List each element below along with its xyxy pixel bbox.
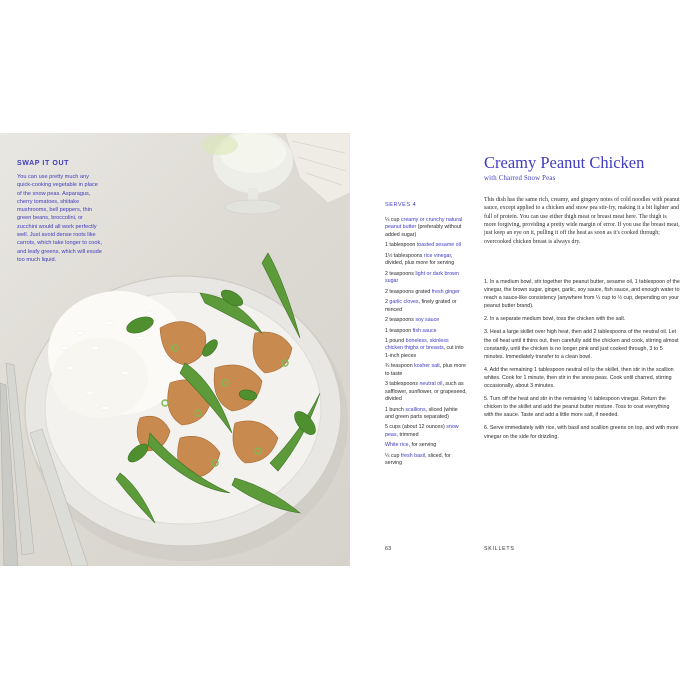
sidebar-body: You can use pretty much any quick-cooking vegetable in place of the snow peas. Asparagus, cherry tomatoes, shiitake mushrooms, bell peppers, thin green beans, broccolini, or zucchini would all work perfectly well. Just avoid dense roots like carrots, which take longer to cook, and leafy greens, which will exude too much liquid. xyxy=(17,174,102,263)
ingredient-name: soy sauce xyxy=(415,317,440,324)
ingredient-note: (preferably without added sugar) xyxy=(385,224,462,238)
ingredient-note: , such as safflower, sunflower, or grapeseed, divided xyxy=(385,381,467,403)
ingredient-note: , divided, plus more for serving xyxy=(385,252,455,267)
ingredient-note: , sliced, for serving xyxy=(385,452,451,467)
ingredient-name: kosher salt xyxy=(414,363,440,370)
ingredient-item xyxy=(385,253,467,268)
ingredient-name: light or dark brown sugar xyxy=(385,270,459,285)
method-step: 5. Turn off the heat and stir in the remaining ½ tablespoon vinegar. Return the chicken to the skillet and add the peanut butter mixture. Toss to coat everything with the sauce. Taste and add a little more salt, if needed. xyxy=(484,396,670,419)
ingredient-item xyxy=(385,407,467,422)
ingredient-note: , finely grated or minced xyxy=(385,299,457,313)
recipe-page xyxy=(350,133,700,566)
recipe-title: Creamy Peanut Chicken xyxy=(484,153,645,172)
ingredient-note: , trimmed xyxy=(396,431,419,438)
ingredient-quantity: 5 cups (about 12 ounces) xyxy=(385,424,447,431)
ingredient-item xyxy=(385,424,467,439)
ingredient-quantity: 1 tablespoon xyxy=(385,242,417,249)
ingredient-list xyxy=(385,217,467,471)
running-head: SKILLETS xyxy=(484,546,515,552)
method-step: 2. In a separate medium bowl, toss the chicken with the salt. xyxy=(484,316,626,323)
recipe-intro: This dish has the same rich, creamy, and gingery notes of cold noodles with peanut sauce, except applied to a chicken and snow pea stir-fry, making it a bit lighter and full of protein. You can use either thigh meat or breast meat here. The thigh is more forgiving, providing a pretty wide margin of error. If you use the breast meat, just keep an eye on it, pulling it off the heat as soon as it's cooked through; overcooked chicken breast is always dry. xyxy=(484,197,680,245)
page-number: 63 xyxy=(385,546,392,552)
ingredient-item xyxy=(385,328,467,335)
ingredient-name: boneless, skinless chicken thighs or breasts xyxy=(385,338,449,352)
ingredient-quantity: 2 teaspoons xyxy=(385,270,416,277)
ingredient-item xyxy=(385,381,467,403)
ingredient-quantity: 1 bunch xyxy=(385,406,406,413)
ingredient-note: , cut into 1-inch pieces xyxy=(385,345,464,359)
ingredient-quantity: 2 xyxy=(385,299,390,306)
ingredient-name: toasted sesame oil xyxy=(416,242,461,249)
ingredient-name: garlic cloves xyxy=(389,299,419,306)
recipe-subtitle: with Charred Snow Peas xyxy=(484,175,556,182)
ingredient-name: fish sauce xyxy=(412,327,437,334)
ingredient-quantity: 2 teaspoons xyxy=(385,317,416,324)
ingredient-item xyxy=(385,363,467,378)
ingredient-note: , plus more to taste xyxy=(385,363,466,377)
ingredient-name: creamy or crunchy natural peanut butter xyxy=(385,217,463,231)
ingredient-item xyxy=(385,442,467,449)
ingredient-quantity: ¼ cup xyxy=(385,217,401,223)
ingredient-item xyxy=(385,242,467,249)
method-step: 3. Heat a large skillet over high heat, then add 2 tablespoons of the neutral oil. Let the oil heat until it thins out, then carefully add the chicken and cook, stirring almost constantly, until the chicken is no longer pink and just cooked through, 3 to 5 minutes. Immediately transfer to a clean bowl. xyxy=(484,329,679,360)
method-step: 1. In a medium bowl, stir together the peanut butter, sesame oil, 1 tablespoon of the vinegar, the brown sugar, ginger, garlic, soy sauce, fish sauce, and enough water to reach a sauce-like consistency (anywhere from ¼ cup to ½ cup, depending on your peanut butter brand). xyxy=(484,279,680,310)
ingredient-name: White rice xyxy=(385,442,409,449)
ingredient-item xyxy=(385,289,467,296)
ingredient-name: fresh ginger xyxy=(431,288,460,295)
ingredient-name: snow peas xyxy=(385,424,459,438)
ingredient-note: , sliced (white and green parts separated) xyxy=(385,406,458,420)
ingredient-name: fresh basil xyxy=(400,452,426,459)
ingredient-note: , for serving xyxy=(408,442,437,449)
method-step: 6. Serve immediately with rice, with basil and scallion greens on top, and with more vinegar on the side for drizzling. xyxy=(484,425,679,440)
book-spread xyxy=(0,133,700,566)
ingredient-name: scallions xyxy=(405,406,426,413)
ingredient-item xyxy=(385,271,467,286)
swap-it-out-sidebar xyxy=(17,160,102,264)
ingredient-name: neutral oil xyxy=(419,381,443,388)
method-steps xyxy=(484,278,680,446)
serves-label: SERVES 4 xyxy=(385,202,417,208)
ingredient-quantity: 2 teaspoons grated xyxy=(385,288,432,295)
ingredient-quantity: 1 pound xyxy=(385,338,406,345)
ingredient-item xyxy=(385,453,467,468)
recipe-photo xyxy=(0,133,350,566)
ingredient-quantity: 1½ tablespoons xyxy=(385,252,424,259)
ingredient-quantity: ¾ teaspoon xyxy=(385,363,415,370)
ingredient-item xyxy=(385,299,467,314)
ingredient-item xyxy=(385,317,467,324)
ingredient-quantity: 1 teaspoon xyxy=(385,327,413,334)
ingredient-name: rice vinegar xyxy=(423,252,451,259)
ingredient-quantity: 3 tablespoons xyxy=(385,381,420,388)
ingredient-item xyxy=(385,338,467,360)
ingredient-item xyxy=(385,217,467,239)
sidebar-title: SWAP IT OUT xyxy=(17,160,69,167)
method-step: 4. Add the remaining 1 tablespoon neutral oil to the skillet, then stir in the scallion whites. Cook for 1 minute, then stir in the snow peas. Cook until charred, stirring occasionally, about 3 minutes. xyxy=(484,366,674,390)
ingredient-quantity: ¼ cup xyxy=(385,452,401,459)
